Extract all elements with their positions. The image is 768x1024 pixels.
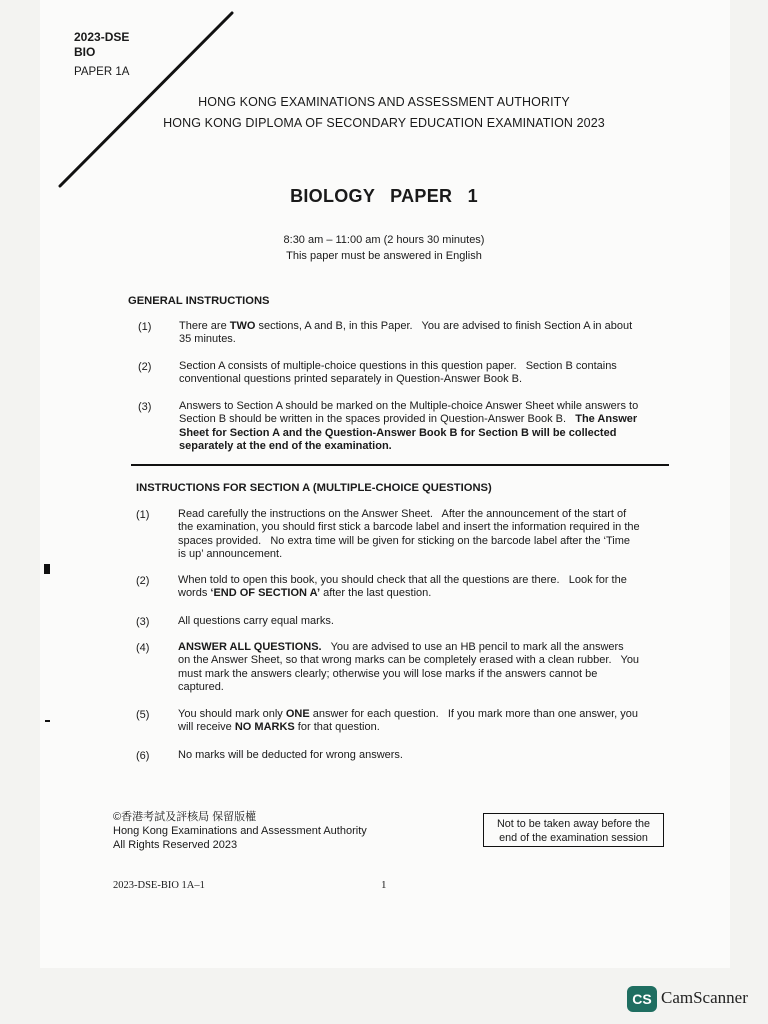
language-note: This paper must be answered in English <box>286 250 482 262</box>
instruction-number: (3) <box>136 616 150 628</box>
instruction-line: Read carefully the instructions on the Answer Sheet. After the announcement of the start of <box>178 508 627 520</box>
page-title: BIOLOGY PAPER 1 <box>290 186 478 206</box>
instruction-line: the examination, you should first stick a barcode label and insert the information required in the <box>178 521 640 534</box>
instruction-text <box>179 400 667 454</box>
instruction-text <box>179 360 667 387</box>
instruction-text <box>179 320 667 347</box>
instruction-line: captured. <box>178 681 224 694</box>
instruction-number: (2) <box>136 575 150 587</box>
instruction-number: (3) <box>138 401 152 413</box>
camscanner-logo-icon: CS <box>627 986 657 1012</box>
instruction-text <box>178 708 667 735</box>
paper-code: PAPER 1A <box>74 66 130 78</box>
notice-box <box>483 813 664 847</box>
copyright-chinese: ©香港考試及評核局 保留版權 <box>113 811 257 823</box>
exam-code: 2023-DSE <box>74 30 130 44</box>
instruction-number: (4) <box>136 642 150 654</box>
instruction-number: (1) <box>136 509 150 521</box>
page-number: 1 <box>381 879 387 891</box>
camscanner-label: CamScanner <box>661 988 748 1007</box>
instruction-line: Section A consists of multiple-choice questions in this question paper. Section B contains <box>179 360 617 372</box>
general-instructions-heading: GENERAL INSTRUCTIONS <box>128 295 270 307</box>
notice-line: Not to be taken away before the <box>496 818 651 830</box>
instruction-line: must mark the answers clearly; otherwise you will lose marks if the answers cannot be <box>178 667 598 680</box>
instruction-line: is up’ announcement. <box>178 548 283 561</box>
instruction-line: on the Answer Sheet, so that wrong marks can be completely erased with a clean rubber. You <box>178 654 640 667</box>
instruction-line: words ‘END OF SECTION A’ after the last question. <box>178 587 432 600</box>
instruction-line: Sheet for Section A and the Question-Answer Book B for Section B will be collected <box>179 426 617 439</box>
instruction-line: No marks will be deducted for wrong answers. <box>178 749 403 761</box>
instruction-text <box>178 749 667 762</box>
exam-name: HONG KONG DIPLOMA OF SECONDARY EDUCATION EXAMINATION 2023 <box>163 116 605 130</box>
instruction-line: conventional questions printed separately in Question-Answer Book B. <box>179 373 523 386</box>
section-a-heading: INSTRUCTIONS FOR SECTION A (MULTIPLE-CHOICE QUESTIONS) <box>136 482 492 494</box>
scan-mark <box>44 564 50 574</box>
instruction-number: (5) <box>136 709 150 721</box>
instruction-text <box>178 574 667 601</box>
instruction-number: (2) <box>138 361 152 373</box>
instruction-line: Section B should be written in the spaces provided in Question-Answer Book B. The Answer <box>179 413 638 426</box>
instruction-line: Answers to Section A should be marked on the Multiple-choice Answer Sheet while answers to <box>179 400 639 412</box>
instruction-line: will receive NO MARKS for that question. <box>178 721 380 734</box>
section-divider <box>131 464 669 466</box>
instruction-line: There are TWO sections, A and B, in this Paper. You are advised to finish Section A in about <box>179 320 633 332</box>
instruction-text <box>178 615 667 628</box>
instruction-line: All questions carry equal marks. <box>178 615 334 627</box>
instruction-line: separately at the end of the examination. <box>179 440 392 453</box>
notice-line: end of the examination session <box>499 832 648 844</box>
copyright-authority: Hong Kong Examinations and Assessment Authority <box>113 825 367 837</box>
instruction-line: You should mark only ONE answer for each question. If you mark more than one answer, you <box>178 708 639 720</box>
copyright-rights: All Rights Reserved 2023 <box>113 839 238 851</box>
instruction-number: (6) <box>136 750 150 762</box>
instruction-text <box>178 508 667 562</box>
page-code: 2023-DSE-BIO 1A–1 <box>113 880 205 891</box>
scan-mark <box>45 720 50 722</box>
instruction-line: spaces provided. No extra time will be given for sticking on the barcode label after the ‘Time <box>178 534 631 547</box>
authority-name: HONG KONG EXAMINATIONS AND ASSESSMENT AUTHORITY <box>198 95 570 109</box>
instruction-text <box>178 641 667 695</box>
instruction-line: When told to open this book, you should check that all the questions are there. Look for the <box>178 574 627 586</box>
instruction-line: 35 minutes. <box>179 333 236 346</box>
exam-duration: 8:30 am – 11:00 am (2 hours 30 minutes) <box>283 234 485 246</box>
instruction-number: (1) <box>138 321 152 333</box>
subject-code: BIO <box>74 45 96 59</box>
instruction-line: ANSWER ALL QUESTIONS. You are advised to use an HB pencil to mark all the answers <box>178 641 624 653</box>
